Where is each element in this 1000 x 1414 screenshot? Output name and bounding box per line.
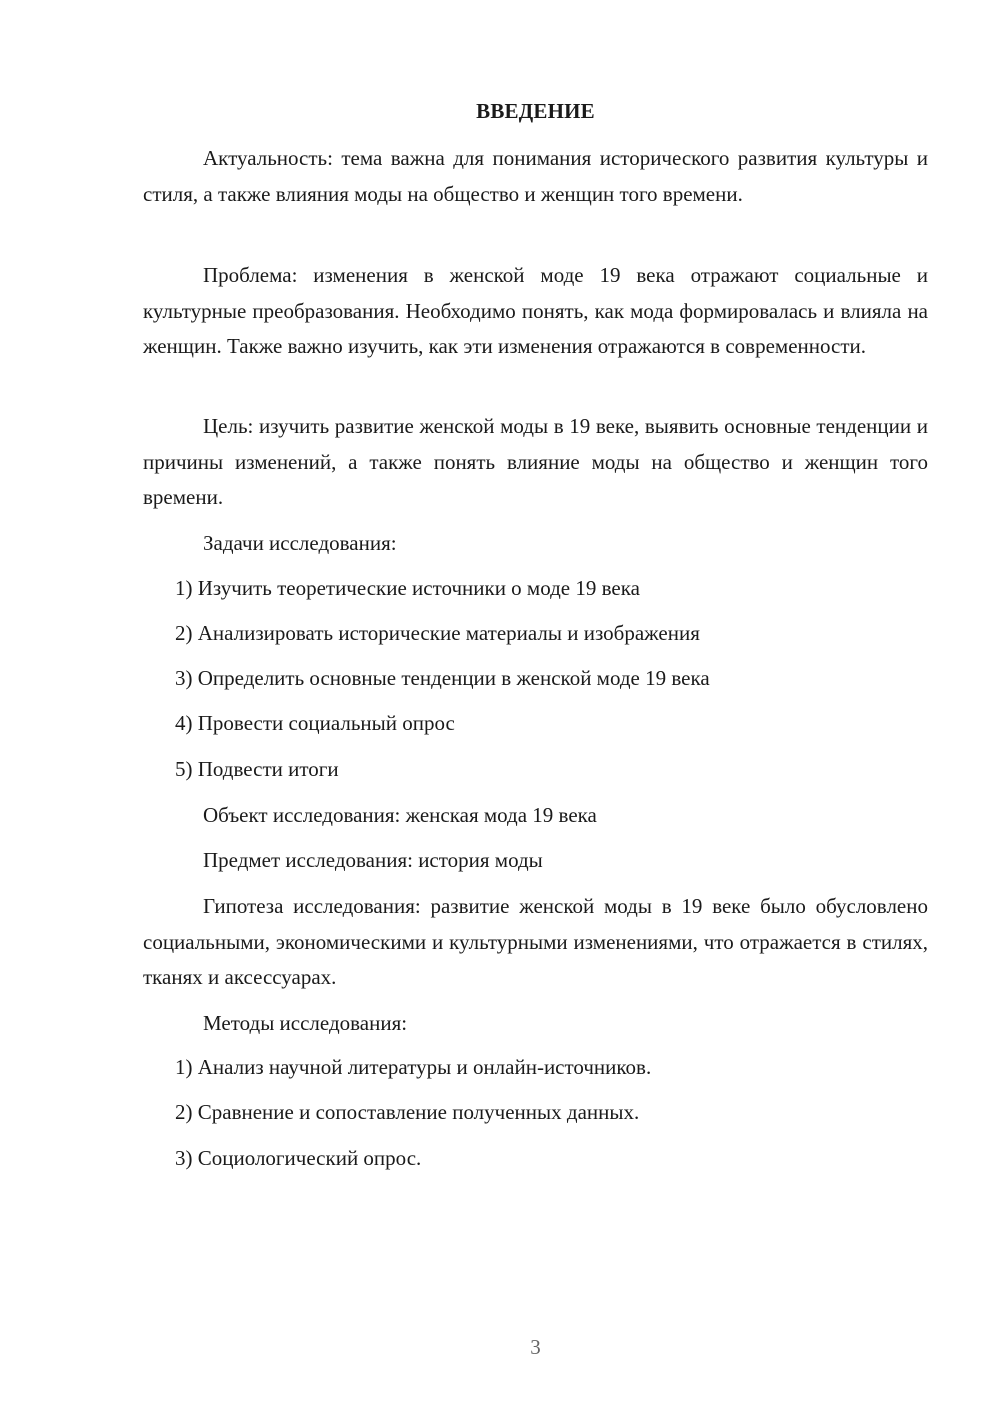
page-number: 3 [530,1335,541,1359]
document-page [143,0,928,1414]
research-object: Объект исследования: женская мода 19 века [203,803,597,827]
method-item-2: 2) Сравнение и сопоставление полученных данных. [175,1100,640,1124]
tasks-heading: Задачи исследования: [203,531,397,555]
task-item-4: 4) Провести социальный опрос [175,711,455,735]
paragraph-problem: Проблема: изменения в женской моде 19 века отражают социальные и культурные преобразования. Необходимо понять, как мода формировалась и влияла на женщин. Также важно изучить, как эти изменения отражаются в современности. [143,263,928,358]
page-title: ВВЕДЕНИЕ [476,99,595,123]
paragraph-goal: Цель: изучить развитие женской моды в 19 веке, выявить основные тенденции и причины изменений, а также понять влияние моды на общество и женщин того времени. [143,414,928,509]
task-item-3: 3) Определить основные тенденции в женской моде 19 века [175,666,710,690]
method-item-3: 3) Социологический опрос. [175,1146,422,1170]
task-item-5: 5) Подвести итоги [175,757,339,781]
method-item-1: 1) Анализ научной литературы и онлайн-источников. [175,1055,652,1079]
methods-heading: Методы исследования: [203,1011,408,1035]
task-item-1: 1) Изучить теоретические источники о моде 19 века [175,576,640,600]
paragraph-hypothesis: Гипотеза исследования: развитие женской моды в 19 веке было обусловлено социальными, экономическими и культурными изменениями, что отражается в стилях, тканях и аксессуарах. [143,894,928,989]
paragraph-relevance: Актуальность: тема важна для понимания исторического развития культуры и стиля, а также влияния моды на общество и женщин того времени. [143,146,928,206]
research-subject: Предмет исследования: история моды [203,848,543,872]
task-item-2: 2) Анализировать исторические материалы и изображения [175,621,700,645]
